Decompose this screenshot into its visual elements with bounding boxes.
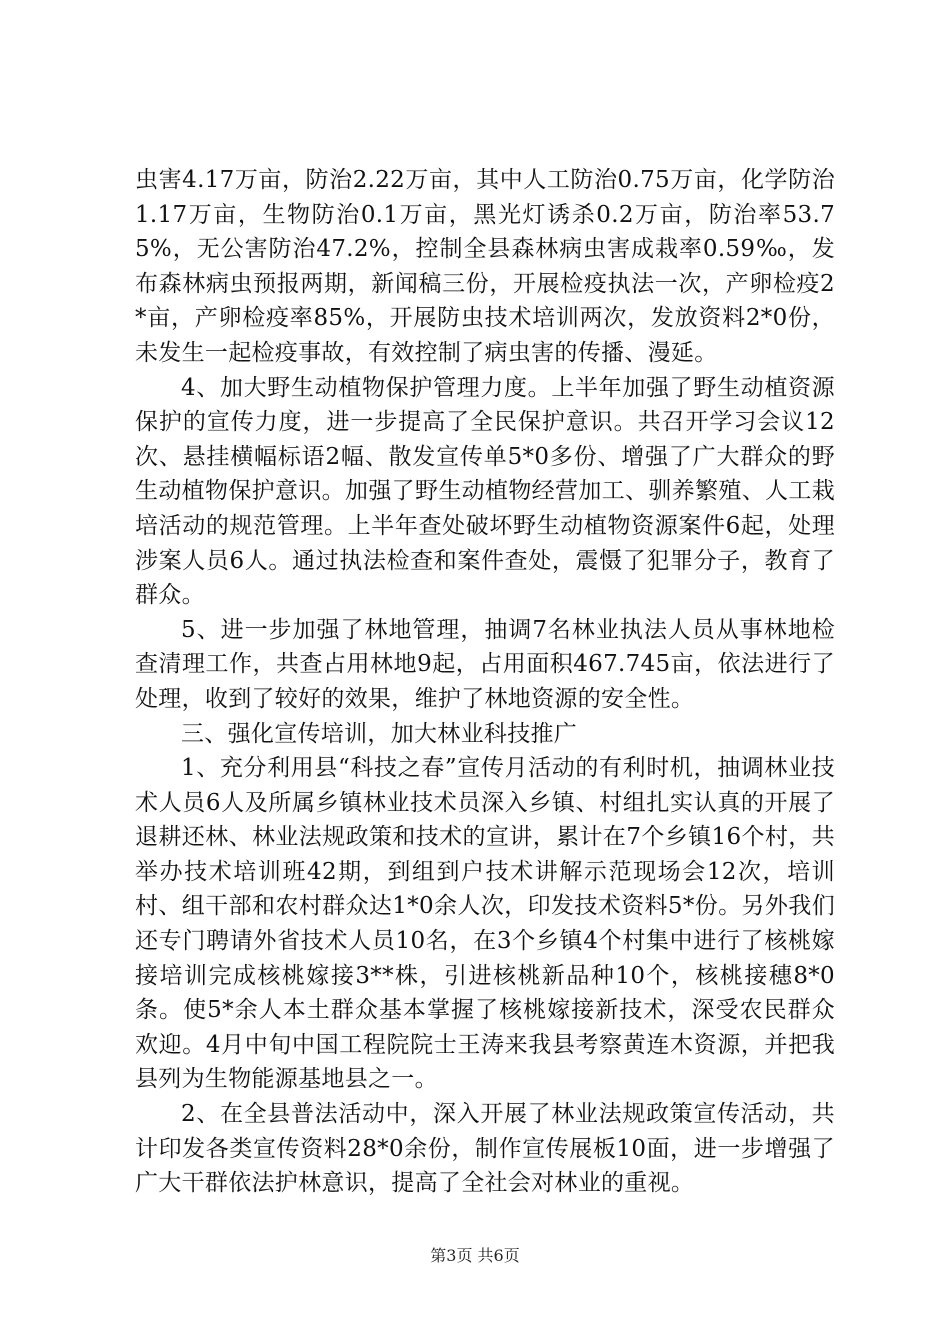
paragraph-wildlife-protection: 4、加大野生动植物保护管理力度。上半年加强了野生动植资源保护的宣传力度，进一步提高了全民保护意识。共召开学习会议12次、悬挂横幅标语2幅、散发宣传单5*0多份、增强了广大群众的野生动植物保护意识。加强了野生动植物经营加工、驯养繁殖、人工栽培活动的规范管理。上半年查处破坏野生动植物资源案件6起，处理涉案人员6人。通过执法检查和案件查处，震慑了犯罪分子，教育了群众。 [135,374,835,609]
section-heading-publicity-training: 三、强化宣传培训，加大林业科技推广 [181,720,578,747]
page-number-footer: 第3页 共6页 [430,1246,520,1265]
paragraph-pest-control: 虫害4.17万亩，防治2.22万亩，其中人工防治0.75万亩，化学防治1.17万亩，生物防治0.1万亩，黑光灯诱杀0.2万亩，防治率53.75%，无公害防治47.2%，控制全县森林病虫害成栽率0.59‰，发布森林病虫预报两期，新闻稿三份，开展检疫执法一次，产卵检疫2*亩，产卵检疫率85%，开展防虫技术培训两次，发放资料2*0份，未发生一起检疫事故，有效控制了病虫害的传播、漫延。 [135,167,835,366]
paragraph-technology-spring: 1、充分利用县“科技之春”宣传月活动的有利时机，抽调林业技术人员6人及所属乡镇林业技术员深入乡镇、村组扎实认真的开展了退耕还林、林业法规政策和技术的宣讲，累计在7个乡镇16个村，共举办技术培训班42期，到组到户技术讲解示范现场会12次，培训村、组干部和农村群众达1*0余人次，印发技术资料5*份。另外我们还专门聘请外省技术人员10名，在3个乡镇4个村集中进行了核桃嫁接培训完成核桃嫁接3**株，引进核桃新品种10个，核桃接穗8*0条。使5*余人本土群众基本掌握了核桃嫁接新技术，深受农民群众欢迎。4月中旬中国工程院院士王涛来我县考察黄连木资源，并把我县列为生物能源基地县之一。 [135,755,835,1093]
document-body [135,163,835,1201]
paragraph-law-publicity: 2、在全县普法活动中，深入开展了林业法规政策宣传活动，共计印发各类宣传资料28*0余份，制作宣传展板10面，进一步增强了广大干群依法护林意识，提高了全社会对林业的重视。 [135,1101,835,1197]
paragraph-forest-land-management: 5、进一步加强了林地管理，抽调7名林业执法人员从事林地检查清理工作，共查占用林地9起，占用面积467.745亩，依法进行了处理，收到了较好的效果，维护了林地资源的安全性。 [135,616,835,712]
